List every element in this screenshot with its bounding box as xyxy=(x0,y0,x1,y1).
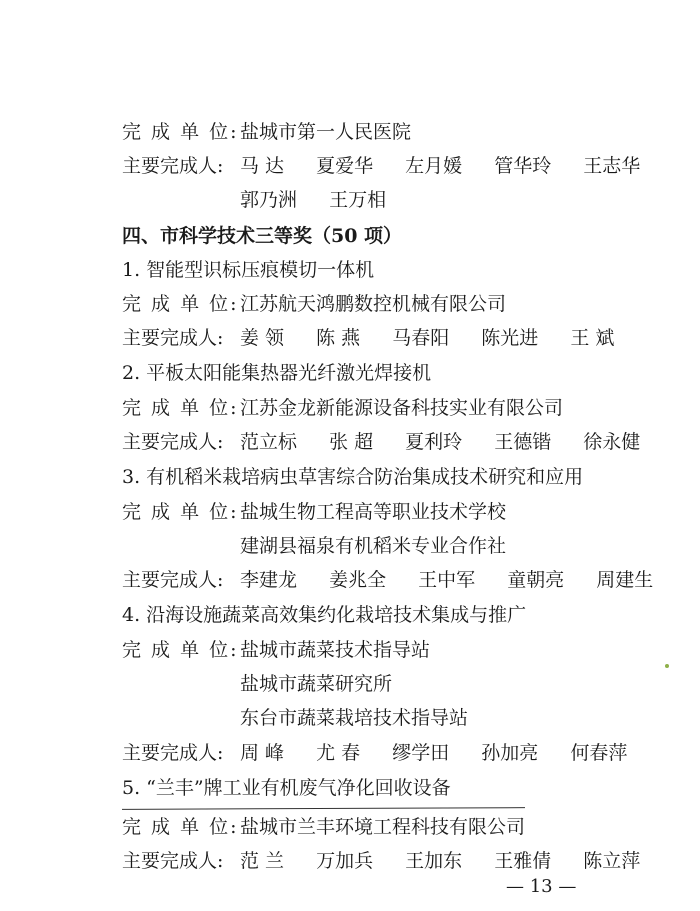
people-list xyxy=(240,741,627,765)
project-title: 2. 平板太阳能集热器光纤激光焊接机 xyxy=(122,362,432,384)
person: 童朝亮 xyxy=(507,569,565,591)
person: 王中军 xyxy=(418,569,476,591)
person: 徐永健 xyxy=(583,431,641,453)
person: 姜 领 xyxy=(240,327,285,349)
person: 王万相 xyxy=(329,189,387,211)
people-list xyxy=(240,188,386,212)
project-title: 4. 沿海设施蔬菜高效集约化栽培技术集成与推广 xyxy=(122,604,527,626)
page-number: — 13 — xyxy=(506,876,577,897)
people-list xyxy=(240,568,653,592)
person: 马春阳 xyxy=(392,327,450,349)
people-label: 主要完成人: xyxy=(122,569,224,591)
people-list xyxy=(240,849,640,873)
person: 左月媛 xyxy=(405,155,463,177)
project-title: 5. “兰丰”牌工业有机废气净化回收设备 xyxy=(122,777,451,799)
person: 缪学田 xyxy=(392,742,450,764)
handwritten-underline xyxy=(122,807,525,810)
person: 马 达 xyxy=(240,155,285,177)
person: 王加东 xyxy=(405,850,463,872)
people-label: 主要完成人: xyxy=(122,431,224,453)
person: 万加兵 xyxy=(316,850,374,872)
person: 孙加亮 xyxy=(481,742,539,764)
project-title: 3. 有机稻米栽培病虫草害综合防治集成技术研究和应用 xyxy=(122,466,584,488)
unit-value: 江苏航天鸿鹏数控机械有限公司 xyxy=(240,293,507,315)
people-label: 主要完成人: xyxy=(122,327,224,349)
unit-value: 盐城市兰丰环境工程科技有限公司 xyxy=(240,816,526,838)
people-list xyxy=(240,154,640,178)
people-label: 主要完成人: xyxy=(122,742,224,764)
person: 尤 春 xyxy=(316,742,361,764)
unit-value: 盐城市蔬菜研究所 xyxy=(240,673,393,695)
unit-value: 建湖县福泉有机稻米专业合作社 xyxy=(240,535,507,557)
people-label: 主要完成人: xyxy=(122,155,224,177)
person: 夏爱华 xyxy=(316,155,374,177)
unit-label: 完 成 单 位: xyxy=(122,397,239,419)
people-list xyxy=(240,326,614,350)
unit-value: 盐城生物工程高等职业技术学校 xyxy=(240,501,507,523)
unit-value: 江苏金龙新能源设备科技实业有限公司 xyxy=(240,397,564,419)
person: 张 超 xyxy=(329,431,374,453)
person: 周建生 xyxy=(596,569,654,591)
person: 陈光进 xyxy=(481,327,539,349)
person: 王志华 xyxy=(583,155,641,177)
person: 姜兆全 xyxy=(329,569,387,591)
unit-value: 盐城市第一人民医院 xyxy=(240,121,412,143)
person: 周 峰 xyxy=(240,742,285,764)
unit-label: 完 成 单 位: xyxy=(122,293,239,315)
ink-speck xyxy=(665,664,669,668)
unit-label: 完 成 单 位: xyxy=(122,121,239,143)
person: 管华玲 xyxy=(494,155,552,177)
section-heading: 四、市科学技术三等奖（50 项） xyxy=(122,225,403,247)
unit-label: 完 成 单 位: xyxy=(122,816,239,838)
person: 何春萍 xyxy=(570,742,628,764)
person: 夏利玲 xyxy=(405,431,463,453)
person: 陈 燕 xyxy=(316,327,361,349)
unit-label: 完 成 单 位: xyxy=(122,501,239,523)
unit-value: 东台市蔬菜栽培技术指导站 xyxy=(240,707,469,729)
people-list xyxy=(240,430,640,454)
unit-value: 盐城市蔬菜技术指导站 xyxy=(240,639,431,661)
person: 王德锴 xyxy=(494,431,552,453)
unit-label: 完 成 单 位: xyxy=(122,639,239,661)
person: 王雅倩 xyxy=(494,850,552,872)
person: 郭乃洲 xyxy=(240,189,298,211)
person: 范 兰 xyxy=(240,850,285,872)
people-label: 主要完成人: xyxy=(122,850,224,872)
person: 王 斌 xyxy=(570,327,615,349)
person: 陈立萍 xyxy=(583,850,641,872)
project-title: 1. 智能型识标压痕模切一体机 xyxy=(122,259,375,281)
person: 范立标 xyxy=(240,431,298,453)
person: 李建龙 xyxy=(240,569,298,591)
